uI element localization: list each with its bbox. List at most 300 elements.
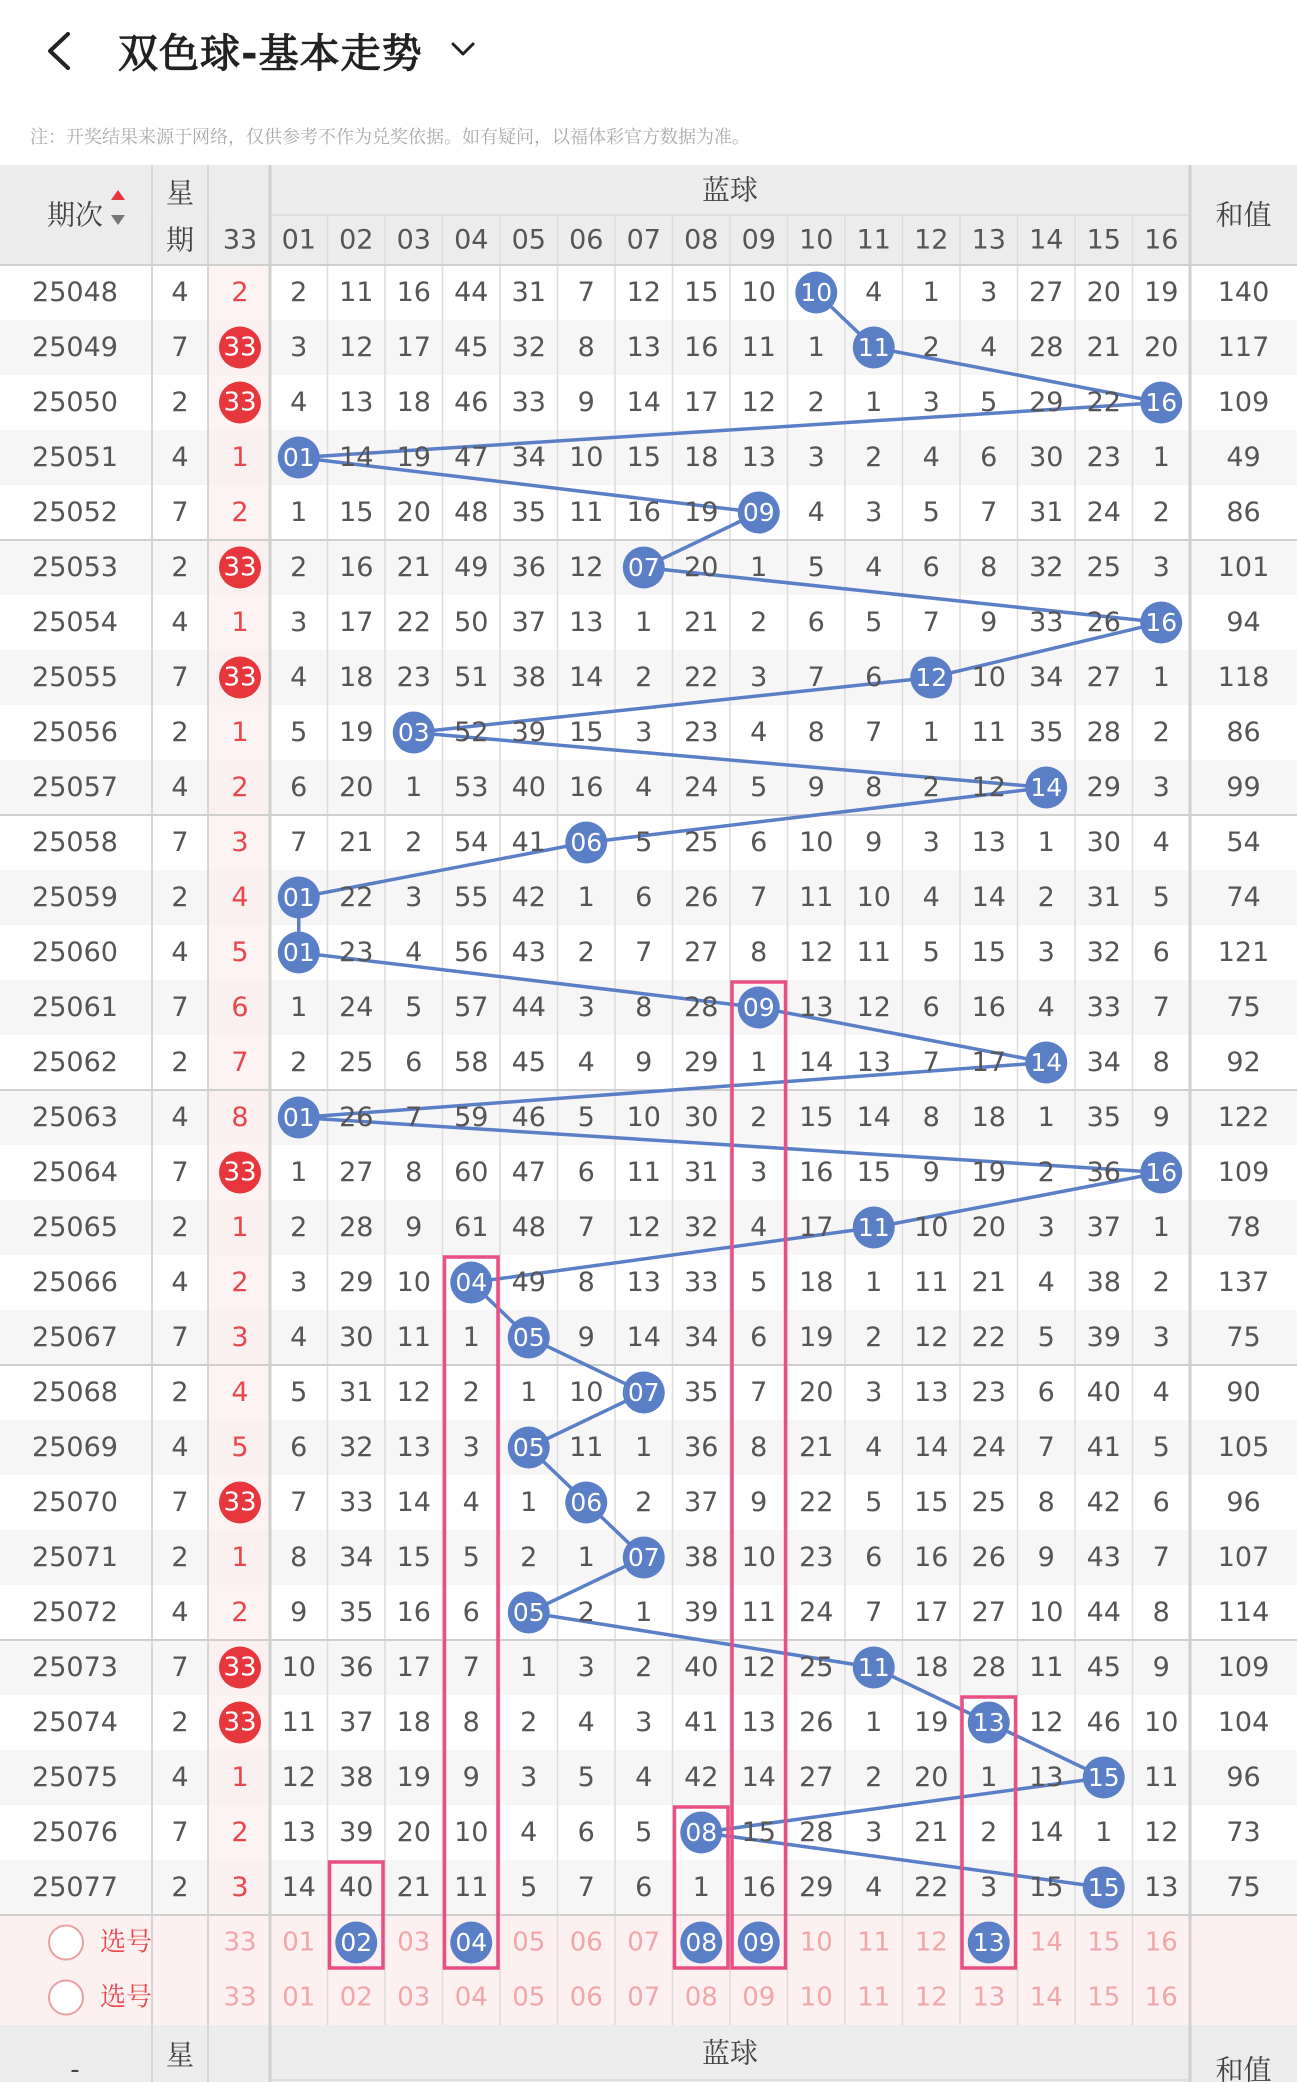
missing-count: 4	[462, 1487, 480, 1518]
selected-ball-number[interactable]: 02	[340, 1928, 373, 1957]
missing-count: 11	[1029, 1652, 1064, 1683]
missing-count: 48	[511, 1212, 546, 1243]
blue-ball-number: 05	[512, 1323, 545, 1352]
missing-count: 41	[1086, 1432, 1121, 1463]
select-number[interactable]: 15	[1087, 1982, 1121, 2013]
missing-count: 1	[980, 1762, 998, 1793]
missing-count: 17	[396, 1652, 431, 1683]
select-number[interactable]: 02	[339, 1982, 373, 2013]
weekday: 4	[171, 772, 189, 803]
missing-count: 9	[405, 1212, 423, 1243]
missing-count: 1	[1152, 442, 1170, 473]
missing-count: 10	[799, 827, 834, 858]
missing-count: 23	[1086, 442, 1121, 473]
missing-count: 18	[799, 1267, 834, 1298]
missing-count: 5	[462, 1542, 480, 1573]
missing-count: 4	[865, 1872, 883, 1903]
missing-count: 16	[339, 552, 374, 583]
missing-count: 6	[750, 827, 768, 858]
select-number[interactable]: 03	[397, 1982, 431, 2013]
blue-number-header: 10	[799, 224, 834, 256]
blue-ball-number: 09	[742, 498, 775, 527]
missing-count: 24	[799, 1597, 834, 1628]
missing-count: 1	[520, 1487, 538, 1518]
footer-issue: -	[70, 2055, 80, 2082]
missing-count: 9	[807, 772, 825, 803]
missing-count: 13	[339, 387, 374, 418]
missing-count: 4	[750, 717, 768, 748]
select-number[interactable]: 16	[1144, 1927, 1178, 1958]
missing-count: 20	[339, 772, 374, 803]
sum-value: 104	[1217, 1707, 1270, 1738]
missing-count: 1	[922, 277, 940, 308]
select-number[interactable]: 10	[799, 1927, 833, 1958]
missing-count: 6	[922, 992, 940, 1023]
missing-count: 44	[511, 992, 546, 1023]
select-number[interactable]: 06	[569, 1927, 603, 1958]
missing-count: 20	[396, 1817, 431, 1848]
last-value: 33	[223, 1707, 257, 1738]
missing-count: 5	[922, 497, 940, 528]
issue-number: 25057	[32, 772, 118, 803]
issue-number: 25048	[32, 277, 118, 308]
issue-number: 25063	[32, 1102, 118, 1133]
missing-count: 16	[396, 277, 431, 308]
missing-count: 11	[569, 1432, 604, 1463]
radio-circle[interactable]	[49, 1926, 83, 1960]
select-number[interactable]: 08	[684, 1982, 718, 2013]
missing-count: 35	[1086, 1102, 1121, 1133]
missing-count: 7	[462, 1652, 480, 1683]
missing-count: 21	[799, 1432, 834, 1463]
missing-count: 32	[511, 332, 546, 363]
missing-count: 4	[865, 1432, 883, 1463]
missing-count: 1	[290, 497, 308, 528]
missing-count: 18	[914, 1652, 949, 1683]
missing-count: 4	[865, 277, 883, 308]
missing-count: 6	[865, 1542, 883, 1573]
missing-count: 12	[626, 277, 661, 308]
weekday: 7	[171, 332, 189, 363]
blue-ball-number: 12	[915, 663, 948, 692]
missing-count: 4	[1152, 1377, 1170, 1408]
select-number[interactable]: 10	[799, 1982, 833, 2013]
blue-ball-number: 01	[282, 938, 315, 967]
weekday: 2	[171, 387, 189, 418]
missing-count: 2	[405, 827, 423, 858]
missing-count: 14	[626, 1322, 661, 1353]
selected-ball-number[interactable]: 08	[685, 1928, 718, 1957]
select-number[interactable]: 06	[569, 1982, 603, 2013]
select-number[interactable]: 14	[1029, 1982, 1063, 2013]
missing-count: 6	[922, 552, 940, 583]
missing-count: 8	[635, 992, 653, 1023]
missing-count: 9	[635, 1047, 653, 1078]
missing-count: 49	[454, 552, 489, 583]
last-value: 2	[231, 277, 249, 308]
missing-count: 2	[750, 607, 768, 638]
weekday: 4	[171, 1267, 189, 1298]
issue-number: 25075	[32, 1762, 118, 1793]
missing-count: 39	[511, 717, 546, 748]
missing-count: 46	[454, 387, 489, 418]
missing-count: 3	[980, 1872, 998, 1903]
missing-count: 11	[914, 1267, 949, 1298]
missing-count: 34	[1029, 662, 1064, 693]
missing-count: 4	[1037, 992, 1055, 1023]
missing-count: 10	[914, 1212, 949, 1243]
missing-count: 13	[626, 332, 661, 363]
missing-count: 7	[865, 717, 883, 748]
missing-count: 37	[1086, 1212, 1121, 1243]
missing-count: 2	[290, 1047, 308, 1078]
select-number[interactable]: 01	[282, 1982, 316, 2013]
missing-count: 16	[626, 497, 661, 528]
missing-count: 3	[1152, 1322, 1170, 1353]
sum-value: 109	[1217, 387, 1270, 418]
missing-count: 16	[971, 992, 1006, 1023]
missing-count: 4	[980, 332, 998, 363]
blue-ball-number: 15	[1087, 1763, 1120, 1792]
missing-count: 3	[462, 1432, 480, 1463]
missing-count: 2	[635, 1652, 653, 1683]
issue-number: 25077	[32, 1872, 118, 1903]
missing-count: 3	[290, 607, 308, 638]
selected-ball-number[interactable]: 13	[972, 1928, 1005, 1957]
missing-count: 5	[520, 1872, 538, 1903]
missing-count: 37	[511, 607, 546, 638]
missing-count: 8	[1037, 1487, 1055, 1518]
select-number[interactable]: 04	[454, 1982, 488, 2013]
missing-count: 7	[290, 827, 308, 858]
missing-count: 3	[1152, 772, 1170, 803]
select-number[interactable]: 07	[627, 1927, 661, 1958]
issue-number: 25060	[32, 937, 118, 968]
missing-count: 25	[1086, 552, 1121, 583]
select-number[interactable]: 01	[282, 1927, 316, 1958]
missing-count: 6	[290, 772, 308, 803]
missing-count: 3	[807, 442, 825, 473]
missing-count: 2	[865, 1762, 883, 1793]
missing-count: 30	[1086, 827, 1121, 858]
missing-count: 28	[684, 992, 719, 1023]
selected-ball-number[interactable]: 09	[742, 1928, 775, 1957]
missing-count: 4	[750, 1212, 768, 1243]
missing-count: 31	[684, 1157, 719, 1188]
missing-count: 23	[684, 717, 719, 748]
missing-count: 35	[684, 1377, 719, 1408]
blue-number-header: 16	[1144, 224, 1179, 256]
missing-count: 24	[339, 992, 374, 1023]
missing-count: 4	[290, 662, 308, 693]
missing-count: 5	[635, 827, 653, 858]
missing-count: 15	[856, 1157, 891, 1188]
blue-number-header: 04	[454, 224, 489, 256]
missing-count: 5	[807, 552, 825, 583]
missing-count: 14	[971, 882, 1006, 913]
missing-count: 8	[462, 1707, 480, 1738]
missing-count: 6	[980, 442, 998, 473]
sum-value: 92	[1226, 1047, 1261, 1078]
missing-count: 18	[396, 387, 431, 418]
sum-value: 54	[1226, 827, 1261, 858]
blue-number-header: 07	[626, 224, 661, 256]
missing-count: 12	[1144, 1817, 1179, 1848]
select-number[interactable]: 14	[1029, 1927, 1063, 1958]
last-value: 5	[231, 937, 249, 968]
missing-count: 1	[635, 1597, 653, 1628]
blue-ball-number: 07	[627, 1543, 660, 1572]
missing-count: 40	[1086, 1377, 1121, 1408]
select-number[interactable]: 11	[857, 1982, 891, 2013]
missing-count: 41	[684, 1707, 719, 1738]
missing-count: 17	[971, 1047, 1006, 1078]
missing-count: 27	[1029, 277, 1064, 308]
missing-count: 41	[511, 827, 546, 858]
blue-number-header: 08	[684, 224, 719, 256]
missing-count: 6	[1037, 1377, 1055, 1408]
missing-count: 39	[684, 1597, 719, 1628]
missing-count: 10	[971, 662, 1006, 693]
missing-count: 4	[520, 1817, 538, 1848]
missing-count: 53	[454, 772, 489, 803]
missing-count: 2	[980, 1817, 998, 1848]
missing-count: 20	[396, 497, 431, 528]
missing-count: 31	[1029, 497, 1064, 528]
missing-count: 28	[339, 1212, 374, 1243]
missing-count: 17	[396, 332, 431, 363]
last-value: 8	[231, 1102, 249, 1133]
missing-count: 3	[922, 827, 940, 858]
missing-count: 32	[339, 1432, 374, 1463]
missing-count: 2	[922, 772, 940, 803]
missing-count: 13	[1029, 1762, 1064, 1793]
missing-count: 4	[290, 1322, 308, 1353]
select-number[interactable]: 11	[857, 1927, 891, 1958]
missing-count: 40	[339, 1872, 374, 1903]
missing-count: 22	[684, 662, 719, 693]
missing-count: 45	[511, 1047, 546, 1078]
missing-count: 19	[396, 1762, 431, 1793]
missing-count: 14	[339, 442, 374, 473]
missing-count: 29	[1086, 772, 1121, 803]
missing-count: 4	[922, 442, 940, 473]
missing-count: 7	[807, 662, 825, 693]
missing-count: 35	[1029, 717, 1064, 748]
missing-count: 24	[684, 772, 719, 803]
select-number[interactable]: 09	[742, 1982, 776, 2013]
column-header-week: 星	[165, 176, 195, 210]
missing-count: 3	[635, 1707, 653, 1738]
missing-count: 3	[750, 662, 768, 693]
missing-count: 6	[635, 1872, 653, 1903]
missing-count: 4	[635, 772, 653, 803]
missing-count: 42	[684, 1762, 719, 1793]
blue-ball-number: 01	[282, 1103, 315, 1132]
issue-number: 25055	[32, 662, 118, 693]
missing-count: 20	[684, 552, 719, 583]
missing-count: 13	[856, 1047, 891, 1078]
missing-count: 49	[511, 1267, 546, 1298]
column-header-last: 33	[222, 224, 258, 256]
last-value: 33	[223, 387, 257, 418]
missing-count: 10	[396, 1267, 431, 1298]
missing-count: 12	[741, 387, 776, 418]
missing-count: 2	[865, 1322, 883, 1353]
missing-count: 2	[520, 1707, 538, 1738]
blue-number-header: 02	[339, 224, 374, 256]
missing-count: 50	[454, 607, 489, 638]
blue-ball-number: 11	[857, 333, 890, 362]
missing-count: 40	[684, 1652, 719, 1683]
missing-count: 38	[1086, 1267, 1121, 1298]
missing-count: 1	[520, 1652, 538, 1683]
missing-count: 3	[290, 332, 308, 363]
missing-count: 2	[290, 552, 308, 583]
missing-count: 10	[741, 277, 776, 308]
missing-count: 10	[569, 442, 604, 473]
last-value: 1	[231, 607, 249, 638]
missing-count: 23	[396, 662, 431, 693]
missing-count: 38	[339, 1762, 374, 1793]
missing-count: 15	[339, 497, 374, 528]
issue-number: 25067	[32, 1322, 118, 1353]
missing-count: 22	[971, 1322, 1006, 1353]
missing-count: 9	[462, 1762, 480, 1793]
select-number[interactable]: 03	[397, 1927, 431, 1958]
issue-number: 25049	[32, 332, 118, 363]
missing-count: 36	[339, 1652, 374, 1683]
missing-count: 21	[396, 1872, 431, 1903]
missing-count: 12	[914, 1322, 949, 1353]
missing-count: 12	[1029, 1707, 1064, 1738]
blue-ball-number: 16	[1145, 388, 1178, 417]
issue-number: 25073	[32, 1652, 118, 1683]
sum-value: 86	[1226, 717, 1261, 748]
select-number[interactable]: 12	[914, 1927, 948, 1958]
issue-number: 25074	[32, 1707, 118, 1738]
blue-number-header: 15	[1086, 224, 1121, 256]
missing-count: 2	[577, 937, 595, 968]
sum-value: 96	[1226, 1487, 1261, 1518]
blue-ball-number: 04	[455, 1268, 488, 1297]
missing-count: 9	[1152, 1652, 1170, 1683]
missing-count: 2	[1037, 882, 1055, 913]
missing-count: 13	[569, 607, 604, 638]
select-number[interactable]: 05	[512, 1927, 546, 1958]
last-value: 3	[231, 1872, 249, 1903]
missing-count: 61	[454, 1212, 489, 1243]
missing-count: 28	[1029, 332, 1064, 363]
issue-number: 25069	[32, 1432, 118, 1463]
missing-count: 5	[980, 387, 998, 418]
missing-count: 10	[741, 1542, 776, 1573]
select-number[interactable]: 12	[914, 1982, 948, 2013]
last-value: 1	[231, 717, 249, 748]
missing-count: 8	[577, 332, 595, 363]
missing-count: 1	[750, 552, 768, 583]
missing-count: 58	[454, 1047, 489, 1078]
missing-count: 11	[856, 937, 891, 968]
weekday: 2	[171, 882, 189, 913]
missing-count: 16	[914, 1542, 949, 1573]
missing-count: 33	[511, 387, 546, 418]
select-label[interactable]: 选号	[100, 1982, 153, 2013]
missing-count: 6	[462, 1597, 480, 1628]
missing-count: 1	[405, 772, 423, 803]
weekday: 4	[171, 1102, 189, 1133]
missing-count: 36	[511, 552, 546, 583]
disclaimer-note: 注：开奖结果来源于网络，仅供参考不作为兑奖依据。如有疑问，以福体彩官方数据为准。	[30, 127, 750, 148]
missing-count: 5	[577, 1762, 595, 1793]
select-number[interactable]: 13	[972, 1982, 1006, 2013]
missing-count: 19	[1144, 277, 1179, 308]
missing-count: 17	[339, 607, 374, 638]
missing-count: 15	[1029, 1872, 1064, 1903]
issue-number: 25050	[32, 387, 118, 418]
missing-count: 14	[281, 1872, 316, 1903]
sum-value: 117	[1217, 332, 1270, 363]
missing-count: 2	[635, 662, 653, 693]
missing-count: 6	[635, 882, 653, 913]
last-value: 2	[231, 1817, 249, 1848]
footer-week: 星	[165, 2038, 195, 2072]
select-number[interactable]: 07	[627, 1982, 661, 2013]
select-number[interactable]: 15	[1087, 1927, 1121, 1958]
missing-count: 2	[290, 277, 308, 308]
missing-count: 6	[1152, 937, 1170, 968]
missing-count: 20	[1086, 277, 1121, 308]
selected-ball-number[interactable]: 04	[455, 1928, 488, 1957]
select-number[interactable]: 16	[1144, 1982, 1178, 2013]
select-last-value: 33	[223, 1982, 257, 2013]
missing-count: 9	[577, 1322, 595, 1353]
radio-circle[interactable]	[49, 1981, 83, 2015]
missing-count: 19	[339, 717, 374, 748]
last-value: 7	[231, 1047, 249, 1078]
missing-count: 51	[454, 662, 489, 693]
missing-count: 8	[1152, 1047, 1170, 1078]
missing-count: 9	[922, 1157, 940, 1188]
weekday: 4	[171, 277, 189, 308]
issue-number: 25051	[32, 442, 118, 473]
missing-count: 8	[865, 772, 883, 803]
missing-count: 5	[405, 992, 423, 1023]
footer-header-bg	[0, 2025, 1297, 2082]
missing-count: 8	[980, 552, 998, 583]
issue-number: 25062	[32, 1047, 118, 1078]
missing-count: 7	[922, 607, 940, 638]
sum-value: 137	[1217, 1267, 1270, 1298]
select-label[interactable]: 选号	[100, 1927, 153, 1958]
missing-count: 1	[462, 1322, 480, 1353]
missing-count: 40	[511, 772, 546, 803]
missing-count: 21	[914, 1817, 949, 1848]
missing-count: 2	[462, 1377, 480, 1408]
missing-count: 20	[799, 1377, 834, 1408]
blue-ball-number: 03	[397, 718, 430, 747]
missing-count: 7	[750, 1377, 768, 1408]
missing-count: 13	[1144, 1872, 1179, 1903]
missing-count: 6	[405, 1047, 423, 1078]
missing-count: 30	[1029, 442, 1064, 473]
missing-count: 39	[339, 1817, 374, 1848]
last-value: 1	[231, 1212, 249, 1243]
missing-count: 19	[914, 1707, 949, 1738]
missing-count: 21	[971, 1267, 1006, 1298]
select-number[interactable]: 05	[512, 1982, 546, 2013]
missing-count: 13	[741, 442, 776, 473]
